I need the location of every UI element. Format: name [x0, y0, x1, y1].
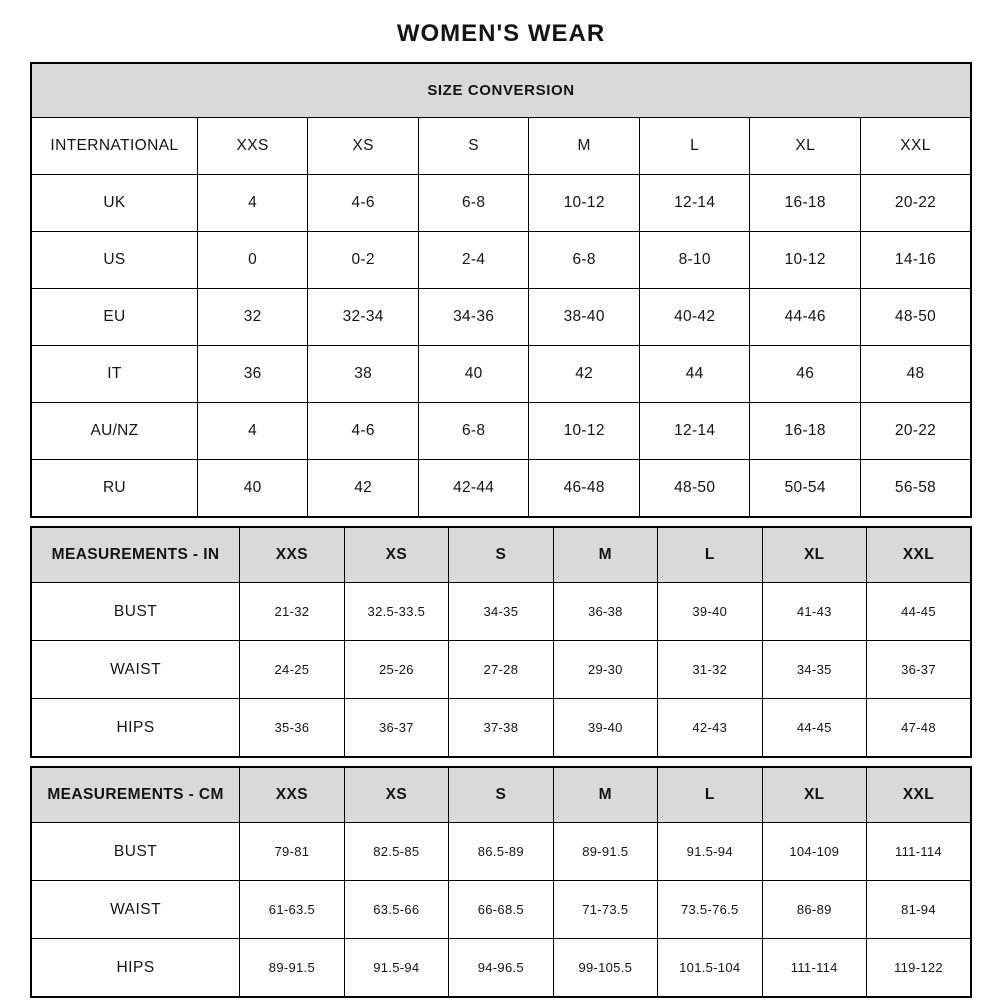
table-row	[31, 232, 971, 289]
value-cell: 6-8	[529, 232, 640, 289]
header-row	[31, 118, 971, 175]
value-cell: 20-22	[860, 175, 971, 232]
measurements-cm-table	[30, 766, 972, 998]
measurements-in-table	[30, 526, 972, 758]
value-cell: 34-36	[418, 289, 529, 346]
value-cell: 25-26	[344, 641, 448, 699]
value-cell: 32-34	[308, 289, 419, 346]
header-label-cell: INTERNATIONAL	[31, 118, 197, 175]
value-cell: 111-114	[866, 823, 971, 881]
header-size-cell: S	[449, 527, 553, 583]
row-label-cell: HIPS	[31, 939, 240, 998]
value-cell: 12-14	[639, 403, 750, 460]
table-row	[31, 939, 971, 998]
value-cell: 46	[750, 346, 861, 403]
value-cell: 99-105.5	[553, 939, 657, 998]
value-cell: 29-30	[553, 641, 657, 699]
value-cell: 16-18	[750, 403, 861, 460]
value-cell: 8-10	[639, 232, 750, 289]
header-size-cell: L	[639, 118, 750, 175]
table-row	[31, 583, 971, 641]
value-cell: 48	[860, 346, 971, 403]
header-label-cell: MEASUREMENTS - IN	[31, 527, 240, 583]
value-cell: 36-37	[344, 699, 448, 758]
value-cell: 4-6	[308, 175, 419, 232]
value-cell: 38	[308, 346, 419, 403]
value-cell: 39-40	[658, 583, 762, 641]
value-cell: 38-40	[529, 289, 640, 346]
value-cell: 86-89	[762, 881, 866, 939]
header-row	[31, 767, 971, 823]
value-cell: 44-46	[750, 289, 861, 346]
value-cell: 81-94	[866, 881, 971, 939]
row-label-cell: RU	[31, 460, 197, 518]
value-cell: 36-38	[553, 583, 657, 641]
value-cell: 34-35	[762, 641, 866, 699]
value-cell: 44-45	[866, 583, 971, 641]
value-cell: 46-48	[529, 460, 640, 518]
table-row	[31, 881, 971, 939]
page-title: WOMEN'S WEAR	[396, 20, 606, 47]
table-row	[31, 289, 971, 346]
header-row	[31, 527, 971, 583]
value-cell: 56-58	[860, 460, 971, 518]
header-label-cell: MEASUREMENTS - CM	[31, 767, 240, 823]
value-cell: 31-32	[658, 641, 762, 699]
value-cell: 71-73.5	[553, 881, 657, 939]
value-cell: 42	[308, 460, 419, 518]
table-row	[31, 460, 971, 518]
value-cell: 94-96.5	[449, 939, 553, 998]
value-cell: 66-68.5	[449, 881, 553, 939]
value-cell: 42-43	[658, 699, 762, 758]
header-size-cell: L	[658, 767, 762, 823]
value-cell: 34-35	[449, 583, 553, 641]
table-banner: SIZE CONVERSION	[31, 63, 971, 118]
header-size-cell: XXS	[240, 767, 344, 823]
header-size-cell: XS	[344, 767, 448, 823]
row-label-cell: IT	[31, 346, 197, 403]
value-cell: 111-114	[762, 939, 866, 998]
value-cell: 4	[197, 175, 308, 232]
table-row	[31, 823, 971, 881]
header-size-cell: S	[449, 767, 553, 823]
value-cell: 101.5-104	[658, 939, 762, 998]
value-cell: 104-109	[762, 823, 866, 881]
value-cell: 35-36	[240, 699, 344, 758]
header-size-cell: XXS	[197, 118, 308, 175]
value-cell: 16-18	[750, 175, 861, 232]
value-cell: 6-8	[418, 403, 529, 460]
value-cell: 40-42	[639, 289, 750, 346]
header-size-cell: XXL	[866, 527, 971, 583]
header-size-cell: S	[418, 118, 529, 175]
value-cell: 86.5-89	[449, 823, 553, 881]
value-cell: 14-16	[860, 232, 971, 289]
header-size-cell: XS	[308, 118, 419, 175]
header-size-cell: XXL	[866, 767, 971, 823]
value-cell: 39-40	[553, 699, 657, 758]
value-cell: 48-50	[860, 289, 971, 346]
value-cell: 91.5-94	[658, 823, 762, 881]
table-row	[31, 175, 971, 232]
table-row	[31, 699, 971, 758]
value-cell: 48-50	[639, 460, 750, 518]
row-label-cell: BUST	[31, 823, 240, 881]
header-size-cell: XXL	[860, 118, 971, 175]
value-cell: 10-12	[529, 175, 640, 232]
value-cell: 10-12	[750, 232, 861, 289]
value-cell: 41-43	[762, 583, 866, 641]
header-size-cell: M	[553, 527, 657, 583]
banner-row	[31, 63, 971, 118]
value-cell: 119-122	[866, 939, 971, 998]
value-cell: 61-63.5	[240, 881, 344, 939]
value-cell: 12-14	[639, 175, 750, 232]
value-cell: 73.5-76.5	[658, 881, 762, 939]
value-cell: 0	[197, 232, 308, 289]
value-cell: 40	[197, 460, 308, 518]
value-cell: 42	[529, 346, 640, 403]
value-cell: 36-37	[866, 641, 971, 699]
row-label-cell: WAIST	[31, 881, 240, 939]
value-cell: 20-22	[860, 403, 971, 460]
header-size-cell: XL	[750, 118, 861, 175]
value-cell: 24-25	[240, 641, 344, 699]
header-size-cell: XS	[344, 527, 448, 583]
header-size-cell: XL	[762, 527, 866, 583]
value-cell: 82.5-85	[344, 823, 448, 881]
value-cell: 44	[639, 346, 750, 403]
row-label-cell: EU	[31, 289, 197, 346]
row-label-cell: US	[31, 232, 197, 289]
value-cell: 40	[418, 346, 529, 403]
value-cell: 50-54	[750, 460, 861, 518]
table-row	[31, 403, 971, 460]
value-cell: 89-91.5	[553, 823, 657, 881]
row-label-cell: AU/NZ	[31, 403, 197, 460]
value-cell: 4-6	[308, 403, 419, 460]
value-cell: 63.5-66	[344, 881, 448, 939]
header-size-cell: XXS	[240, 527, 344, 583]
header-size-cell: XL	[762, 767, 866, 823]
value-cell: 2-4	[418, 232, 529, 289]
header-size-cell: M	[529, 118, 640, 175]
row-label-cell: BUST	[31, 583, 240, 641]
row-label-cell: WAIST	[31, 641, 240, 699]
table-row	[31, 641, 971, 699]
value-cell: 47-48	[866, 699, 971, 758]
value-cell: 0-2	[308, 232, 419, 289]
value-cell: 27-28	[449, 641, 553, 699]
value-cell: 79-81	[240, 823, 344, 881]
value-cell: 6-8	[418, 175, 529, 232]
header-size-cell: M	[553, 767, 657, 823]
header-size-cell: L	[658, 527, 762, 583]
value-cell: 44-45	[762, 699, 866, 758]
size-conversion-table	[30, 62, 972, 518]
value-cell: 89-91.5	[240, 939, 344, 998]
table-row	[31, 346, 971, 403]
row-label-cell: UK	[31, 175, 197, 232]
value-cell: 36	[197, 346, 308, 403]
value-cell: 10-12	[529, 403, 640, 460]
value-cell: 32	[197, 289, 308, 346]
value-cell: 91.5-94	[344, 939, 448, 998]
value-cell: 21-32	[240, 583, 344, 641]
value-cell: 4	[197, 403, 308, 460]
value-cell: 32.5-33.5	[344, 583, 448, 641]
value-cell: 42-44	[418, 460, 529, 518]
row-label-cell: HIPS	[31, 699, 240, 758]
value-cell: 37-38	[449, 699, 553, 758]
